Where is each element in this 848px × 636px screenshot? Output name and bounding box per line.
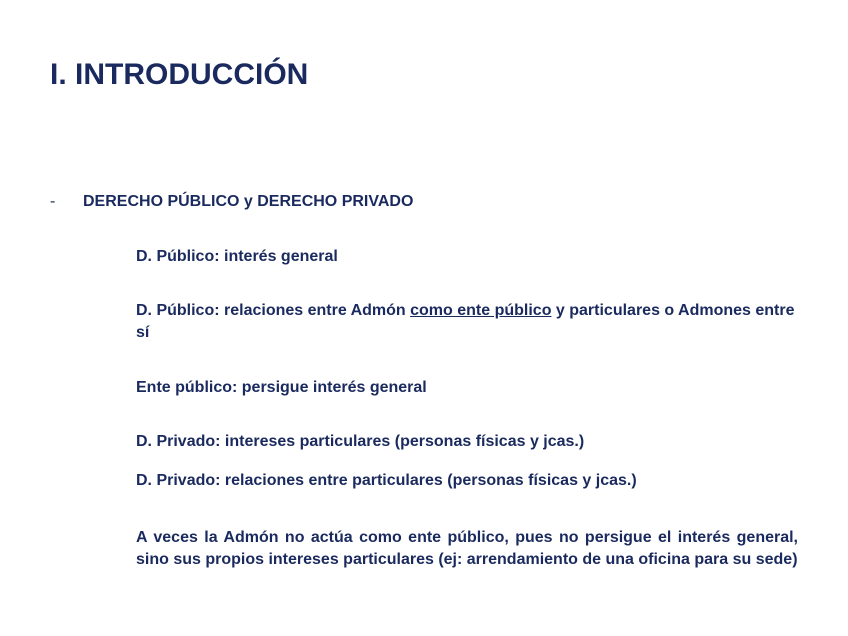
paragraph-relaciones-publico <box>136 300 798 344</box>
bullet-heading-text: DERECHO PÚBLICO y DERECHO PRIVADO <box>83 193 414 210</box>
paragraph-relaciones-publico-start: D. Público: relaciones entre Admón <box>136 302 411 319</box>
bullet-marker: - <box>50 193 56 210</box>
paragraph-admon-no-ente-publico: A veces la Admón no actúa como ente público, pues no persigue el interés general, sino sus propios intereses particulares (ej: arrendamiento de una oficina para su sede) <box>136 529 798 568</box>
paragraph-relaciones-publico-end: y particulares o Admones entre sí <box>136 302 795 341</box>
underlined-ente-publico: como ente público <box>410 302 552 319</box>
paragraph-ente-publico: Ente público: persigue interés general <box>136 379 427 396</box>
paragraph-interes-general: D. Público: interés general <box>136 248 338 265</box>
paragraph-relaciones-privado: D. Privado: relaciones entre particulares (personas físicas y jcas.) <box>136 472 637 489</box>
paragraph-intereses-particulares: D. Privado: intereses particulares (personas físicas y jcas.) <box>136 433 585 450</box>
page-title: I. INTRODUCCIÓN <box>50 58 309 91</box>
